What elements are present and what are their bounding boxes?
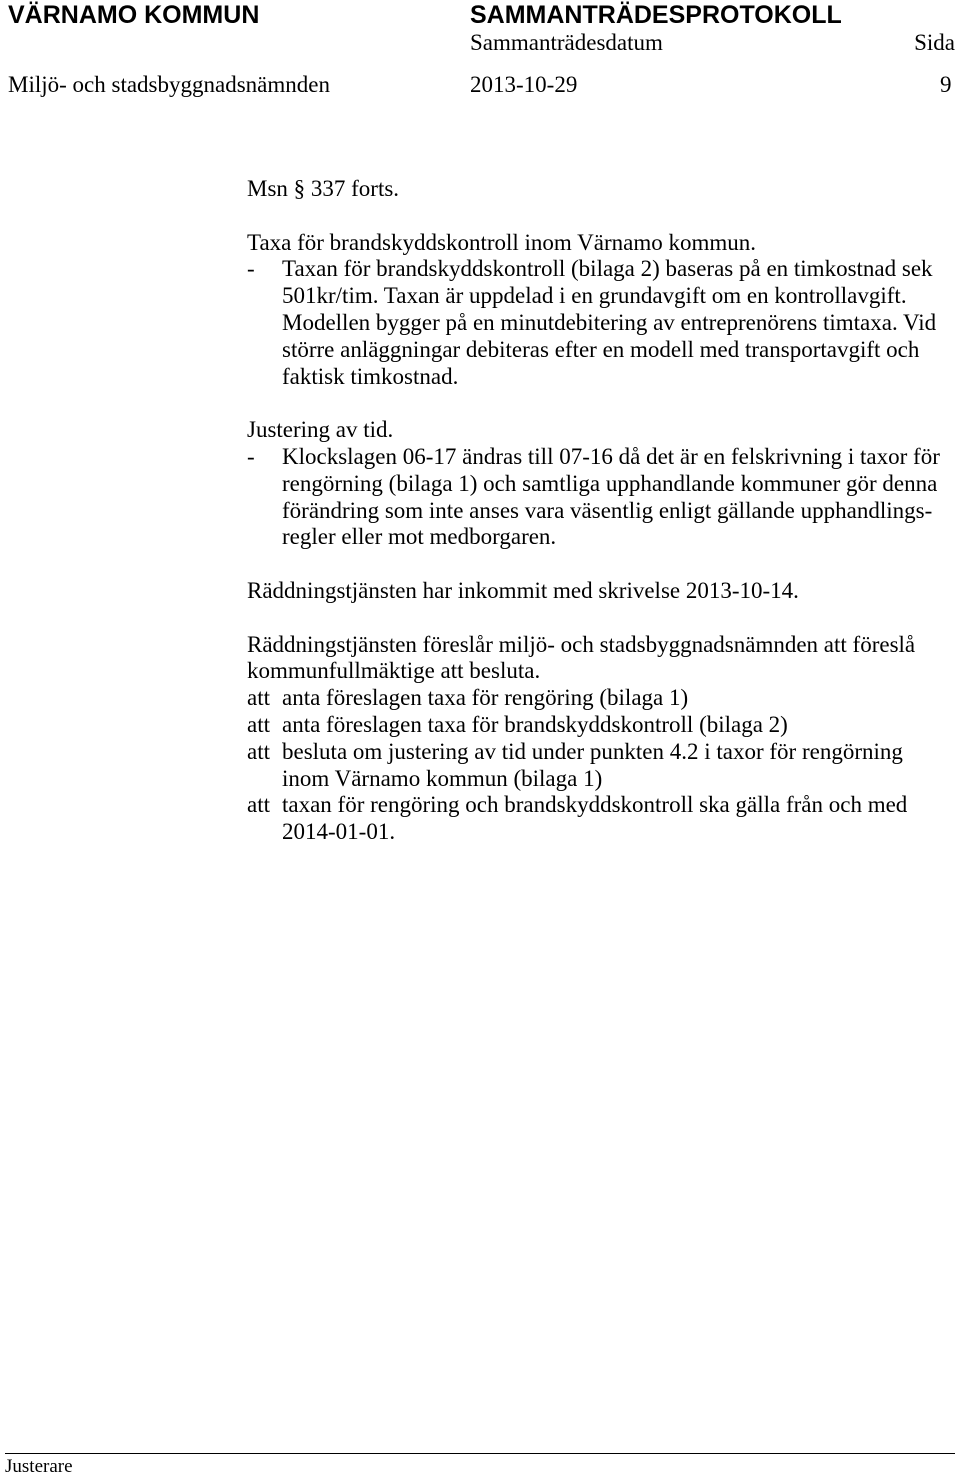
brandskydd-heading: Taxa för brandskyddskontroll inom Värnamo kommun.: [247, 229, 756, 255]
justering-line: rengörning (bilaga 1) och samtliga upphandlande kommuner gör denna: [282, 470, 938, 496]
organization-name: VÄRNAMO KOMMUN: [8, 1, 260, 29]
paragraph-gap: [247, 605, 952, 632]
meeting-date-label: Sammanträdesdatum: [470, 30, 663, 55]
proposal-item: [247, 792, 952, 846]
att-marker: att: [247, 738, 270, 764]
justering-line: förändring som inte anses vara väsentlig enligt gällande upphandlings-: [282, 497, 933, 523]
bullet-dash: -: [247, 256, 255, 282]
meeting-date: 2013-10-29: [470, 72, 578, 97]
proposal-item-line: 2014-01-01.: [282, 819, 396, 845]
justering-text: [282, 444, 940, 551]
proposal-item: [247, 685, 952, 712]
justering-line: regler eller mot medborgaren.: [282, 524, 557, 550]
section-reference: Msn § 337 forts.: [247, 176, 400, 201]
paragraph-gap: [247, 551, 952, 578]
page-label: Sida: [914, 30, 955, 55]
page-number: 9: [940, 72, 952, 97]
brandskydd-text: [282, 256, 936, 390]
proposal-item-line: besluta om justering av tid under punkten 4.2 i taxor för rengörning: [282, 738, 903, 764]
proposal-intro-line: Räddningstjänsten föreslår miljö- och stadsbyggnadsnämnden att föreslå: [247, 631, 916, 657]
inkommit-statement: Räddningstjänsten har inkommit med skrivelse 2013-10-14.: [247, 577, 799, 603]
proposal-item: [247, 712, 952, 739]
att-marker: att: [247, 711, 270, 737]
proposal-item-line: taxan för rengöring och brandskyddskontroll ska gälla från och med: [282, 792, 908, 818]
proposal-item: [247, 739, 952, 793]
justering-line: Klockslagen 06-17 ändras till 07-16 då det är en felskrivning i taxor för: [282, 443, 940, 469]
proposal-item-text: [282, 712, 788, 739]
proposal-intro-line: kommunfullmäktige att besluta.: [247, 658, 541, 684]
proposal-item-text: [282, 739, 903, 793]
protocol-body: [247, 176, 952, 846]
brandskydd-line: Modellen bygger på en minutdebitering av entreprenörens timtaxa. Vid: [282, 309, 937, 335]
committee-name: Miljö- och stadsbyggnadsnämnden: [8, 72, 330, 97]
proposal-item-text: [282, 792, 907, 846]
proposal-item-line: anta föreslagen taxa för rengöring (bilaga 1): [282, 685, 689, 711]
signatory-label: Justerare: [5, 1456, 73, 1477]
bullet-dash: -: [247, 443, 255, 469]
paragraph-gap: [247, 390, 952, 417]
brandskydd-line: 501kr/tim. Taxan är uppdelad i en grundavgift om en kontrollavgift.: [282, 283, 907, 309]
att-marker: att: [247, 792, 270, 818]
brandskydd-line: faktisk timkostnad.: [282, 363, 459, 389]
proposal-item-line: anta föreslagen taxa för brandskyddskontroll (bilaga 2): [282, 711, 788, 737]
paragraph-gap: [247, 203, 952, 230]
brandskydd-line: Taxan för brandskyddskontroll (bilaga 2) baseras på en timkostnad sek: [282, 256, 933, 282]
document-type: SAMMANTRÄDESPROTOKOLL: [470, 1, 842, 29]
brandskydd-line: större anläggningar debiteras efter en modell med transportavgift och: [282, 336, 920, 362]
att-marker: att: [247, 685, 270, 711]
brandskydd-bullet-item: [247, 256, 952, 390]
justering-bullet-item: [247, 444, 952, 551]
footer-divider: [5, 1453, 955, 1454]
proposal-item-text: [282, 685, 688, 712]
proposal-item-line: inom Värnamo kommun (bilaga 1): [282, 765, 603, 791]
justering-heading: Justering av tid.: [247, 417, 394, 443]
